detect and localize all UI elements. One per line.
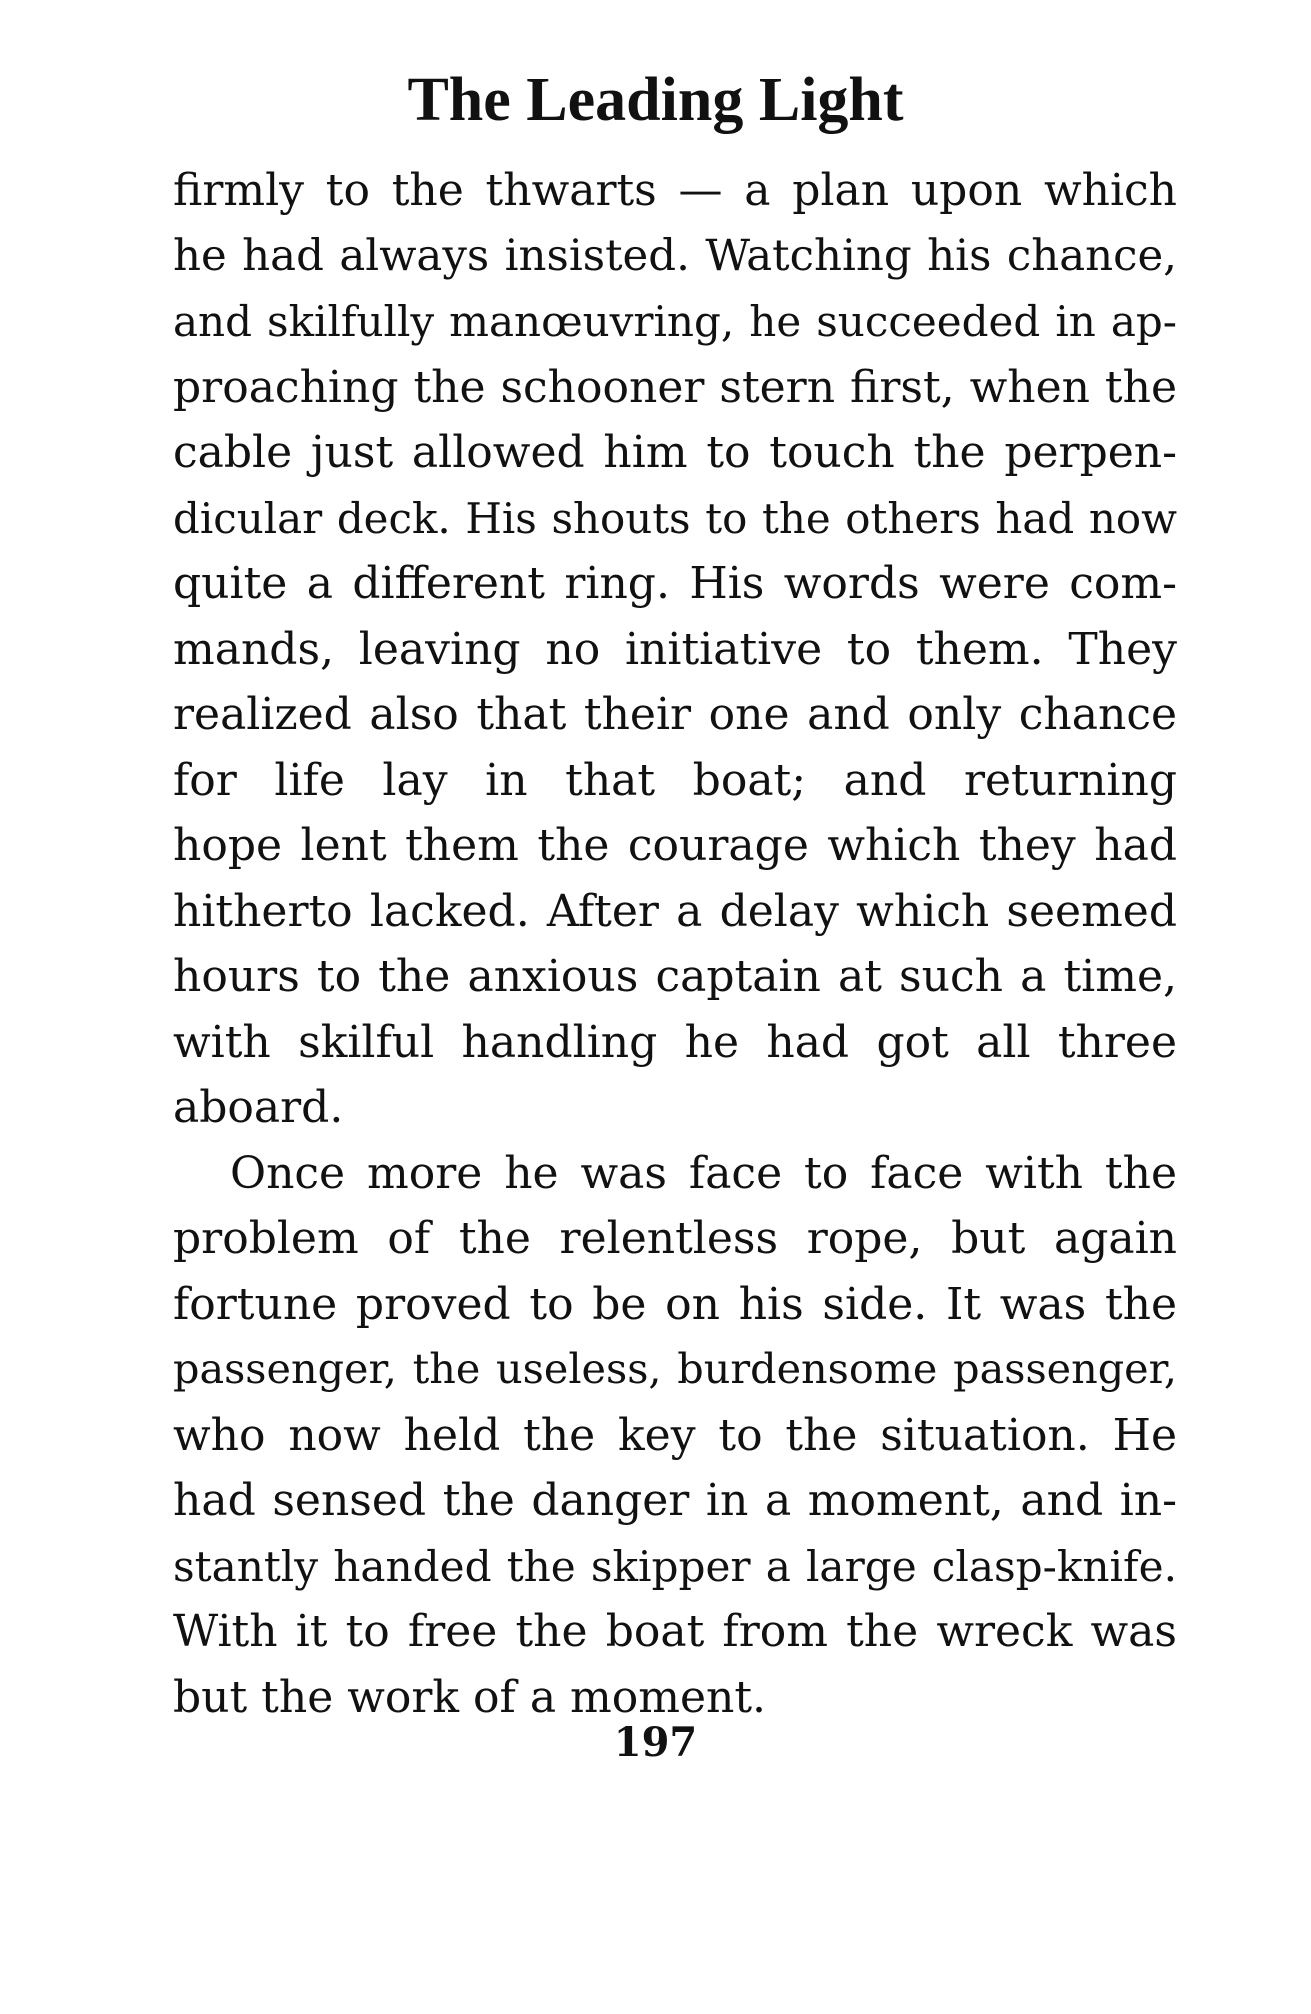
- text-line: passenger, the useless, burdensome passenger,: [173, 1345, 1177, 1393]
- text-line: dicular deck. His shouts to the others had now: [173, 493, 1177, 543]
- paragraph-2: [173, 1141, 1177, 1731]
- body-text: [173, 158, 1177, 1730]
- text-line: and skilfully manœuvring, he succeeded in ap-: [173, 297, 1177, 346]
- text-line: he had always insisted. Watching his chance,: [173, 230, 1177, 281]
- text-line: for life lay in that boat; and returning: [173, 754, 1177, 806]
- text-line: had sensed the danger in a moment, and in-: [173, 1475, 1177, 1526]
- text-line: hours to the anxious captain at such a time,: [173, 951, 1177, 1002]
- text-line: With it to free the boat from the wreck was: [173, 1606, 1177, 1657]
- text-line: with skilful handling he had got all three: [173, 1016, 1177, 1068]
- text-line: fortune proved to be on his side. It was the: [173, 1278, 1177, 1330]
- text-line: stantly handed the skipper a large clasp-knife.: [173, 1541, 1177, 1591]
- text-line: aboard.: [173, 1082, 344, 1133]
- text-line: Once more he was face to face with the: [230, 1147, 1177, 1199]
- text-line: hitherto lacked. After a delay which seemed: [173, 885, 1177, 937]
- text-line: realized also that their one and only chance: [173, 689, 1177, 740]
- text-line: quite a different ring. His words were com-: [173, 558, 1177, 609]
- text-line: hope lent them the courage which they had: [173, 820, 1177, 871]
- text-line: but the work of a moment.: [173, 1671, 767, 1723]
- text-line: who now held the key to the situation. He: [173, 1409, 1177, 1461]
- text-line: cable just allowed him to touch the perpen-: [173, 427, 1177, 478]
- page-number: 197: [613, 1719, 698, 1766]
- text-line: mands, leaving no initiative to them. They: [173, 623, 1177, 675]
- text-line: proaching the schooner stern first, when the: [173, 361, 1177, 413]
- paragraph-1: [173, 158, 1177, 1141]
- text-line: firmly to the thwarts — a plan upon which: [173, 165, 1177, 216]
- text-line: problem of the relentless rope, but again: [173, 1213, 1177, 1264]
- running-head: The Leading Light: [407, 66, 904, 134]
